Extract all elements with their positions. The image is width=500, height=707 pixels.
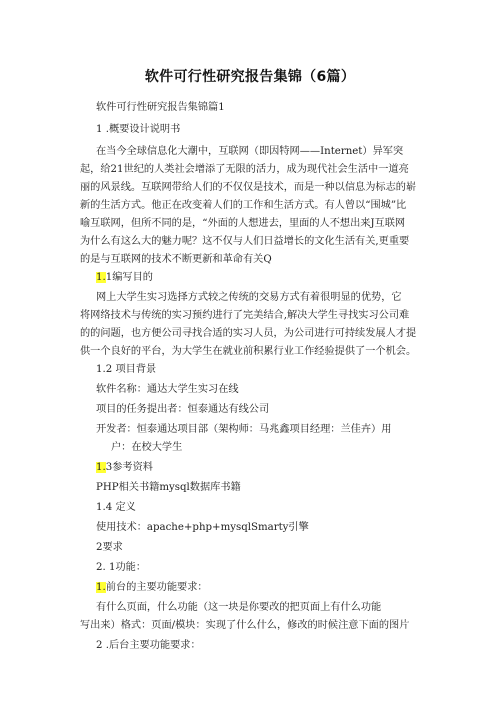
text-line: 有什么页面，什么功能（这一块是你要改的把页面上有什么功能 — [96, 602, 382, 613]
text-line-rest: 3参考资料 — [105, 462, 153, 473]
text-line: 丽的风景线。互联网带给人们的不仅仅是技术，而是一种以信息为标志的崭 — [80, 182, 417, 193]
text-line — [96, 461, 153, 475]
text-line: 的是与互联网的技术不断更新和革命有关Q — [80, 254, 272, 265]
text-line: 1 .概要设计说明书 — [96, 124, 181, 135]
text-line — [96, 271, 153, 285]
text-line: 使用技术：apache+php+mysqlSmarty引擎 — [96, 522, 309, 533]
text-line: 2要求 — [96, 542, 123, 553]
document-title: 软件可行性研究报告集锦（6篇） — [144, 69, 356, 85]
text-line: 网上大学生实习选择方式较之传统的交易方式有着很明显的优势，它 — [96, 292, 402, 303]
text-line: PHP相关书籍mysql数据库书籍 — [96, 482, 241, 493]
text-line: 在当今全球信息化大潮中，互联网（即因特网——Internet）异军突 — [96, 146, 404, 157]
text-line: 软件名称：通达大学生实习在线 — [96, 384, 239, 395]
text-line-rest: 前台的主要功能要求： — [105, 582, 208, 593]
text-line: 2. 1功能： — [96, 562, 147, 573]
text-line: 开发者：恒泰通达项目部（架构师：马兆鑫项目经理：兰佳卉）用 — [96, 424, 392, 435]
text-line-rest: 1编写目的 — [105, 272, 153, 283]
text-line: 1.4 定义 — [96, 502, 136, 513]
highlight-mark: 1. — [96, 462, 106, 473]
text-line: 供一个良好的平台，为大学生在就业前积累行业工作经验提供了一个机会。 — [80, 346, 417, 357]
highlight-mark: 1. — [96, 272, 106, 283]
text-line: 新的生活方式。他正在改变着人们的工作和生活方式。有人曾以“围城”比 — [80, 200, 407, 211]
text-line: 2 .后台主要功能要求： — [96, 640, 201, 651]
text-line: 软件可行性研究报告集锦篇1 — [96, 102, 225, 113]
text-line: 项目的任务提出者：恒泰通达有线公司 — [96, 404, 270, 415]
text-line: 将网络技术与传统的实习预约进行了完美结合,解决大学生寻找实习公司难 — [80, 310, 410, 321]
text-line: 起，给21世纪的人类社会增添了无限的活力，成为现代社会生活中一道亮 — [80, 164, 409, 175]
text-line: 写出来）格式：页面/模块：实现了什么什么，修改的时候注意下面的图片 — [80, 620, 410, 631]
highlight-mark: 1. — [96, 582, 106, 593]
text-line: 喻互联网，但所不同的是，“外面的人想进去，里面的人不想出来J互联网 — [80, 218, 406, 229]
text-line: 户：在校大学生 — [111, 442, 183, 453]
text-line: 的的问题，也方便公司寻找合适的实习人员，为公司进行可持续发展人才提 — [80, 328, 417, 339]
text-line: 1.2 项目背景 — [96, 364, 157, 375]
text-line: 为什么有这么大的魅力呢？这不仅与人们日益增长的文化生活有关,更重要 — [80, 236, 410, 247]
text-line — [96, 581, 208, 595]
